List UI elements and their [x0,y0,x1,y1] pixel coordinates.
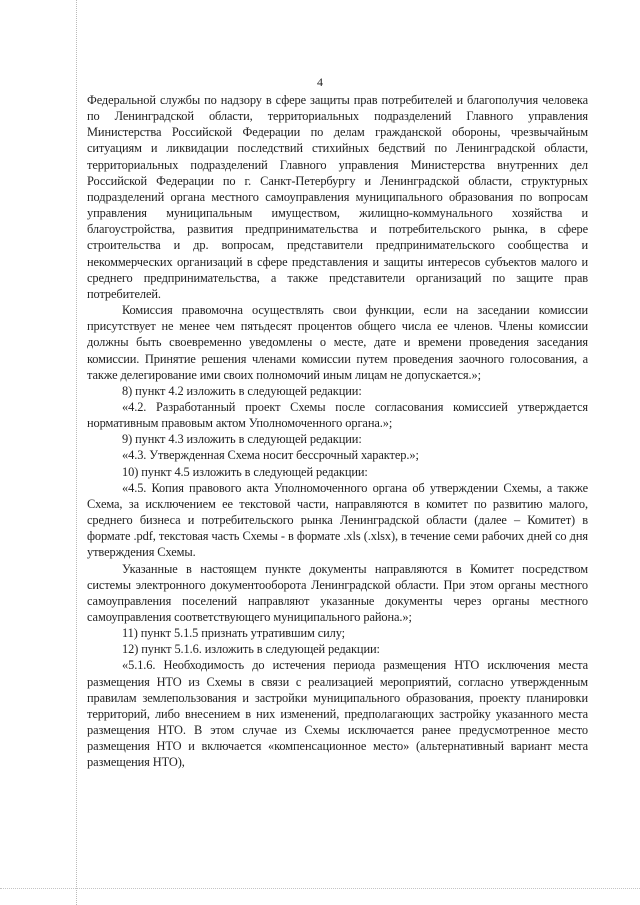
list-item-10: 10) пункт 4.5 изложить в следующей редакции: [122,464,368,479]
list-item-8: 8) пункт 4.2 изложить в следующей редакции: [122,383,362,398]
document-body [87,92,588,771]
paragraph-5-1-6: «5.1.6. Необходимость до истечения периода размещения НТО исключения места размещения НТО из Схемы в связи с реализацией мероприятий, согласно утвержденным правилам землепользования и застройки муниципального образования, проекту планировки территорий, либо внесением в них изменений, предполагающих застройку указанного места размещения НТО. В этом случае из Схемы исключается ранее предусмотренное место размещения НТО и включается «компенсационное место» (альтернативный вариант места размещения НТО), [87,658,588,770]
list-item-12: 12) пункт 5.1.6. изложить в следующей редакции: [122,642,380,657]
paragraph-4-5: «4.5. Копия правового акта Уполномоченного органа об утверждении Схемы, а также Схема, за исключением ее текстовой части, направляются в комитет по развитию малого, среднего бизнеса и потребительского рынка Ленинградской области (далее – Комитет) в формате .pdf, текстовая часть Схемы - в формате .xls (.xlsx), в течение семи рабочих дней со дня утверждения Схемы. [87,480,588,560]
paragraph-continuation: Федеральной службы по надзору в сфере защиты прав потребителей и благополучия человека по Ленинградской области, территориальных подразделений Главного управления Министерства Российской Федерации по делам гражданской обороны, чрезвычайным ситуациям и ликвидации последствий стихийных бедствий по Ленинградской области, территориальных подразделений Главного управления Министерства внутренних дел Российской Федерации по г. Санкт-Петербургу и Ленинградской области, структурных подразделений органа местного самоуправления муниципального образования по вопросам управления муниципальным имуществом, жилищно-коммунального хозяйства и благоустройства, развития предпринимательства и потребительского рынка, в сфере строительства и др. вопросам, представители предпринимательского сообщества и некоммерческих организаций в сфере представления и защиты интересов субъектов малого и среднего предпринимательства, а также представители организаций по защите прав потребителей. [87,93,588,301]
scan-bottom-edge [0,888,640,889]
paragraph-4-3: «4.3. Утвержденная Схема носит бессрочный характер.»; [122,448,419,463]
paragraph-4-2: «4.2. Разработанный проект Схемы после согласования комиссией утверждается нормативным правовым актом Уполномоченного органа.»; [87,399,588,431]
scan-margin-line [76,0,77,905]
list-item-9: 9) пункт 4.3 изложить в следующей редакции: [122,432,362,447]
paragraph-documents-sent: Указанные в настоящем пункте документы направляются в Комитет посредством системы электронного документооборота Ленинградской области. При этом органы местного самоуправления поселений направляют указанные документы через органы местного самоуправления соответствующего муниципального района.»; [87,561,588,624]
paragraph-commission-quorum: Комиссия правомочна осуществлять свои функции, если на заседании комиссии присутствует не менее чем пятьдесят процентов общего числа ее членов. Члены комиссии должны быть своевременно уведомлены о месте, дате и времени проведения заседания комиссии. Принятие решения членами комиссии путем проведения заочного голосования, а также делегирование ими своих полномочий иным лицам не допускается.»; [87,303,588,382]
list-item-11: 11) пункт 5.1.5 признать утратившим силу; [122,626,346,641]
page-number: 4 [317,75,323,89]
